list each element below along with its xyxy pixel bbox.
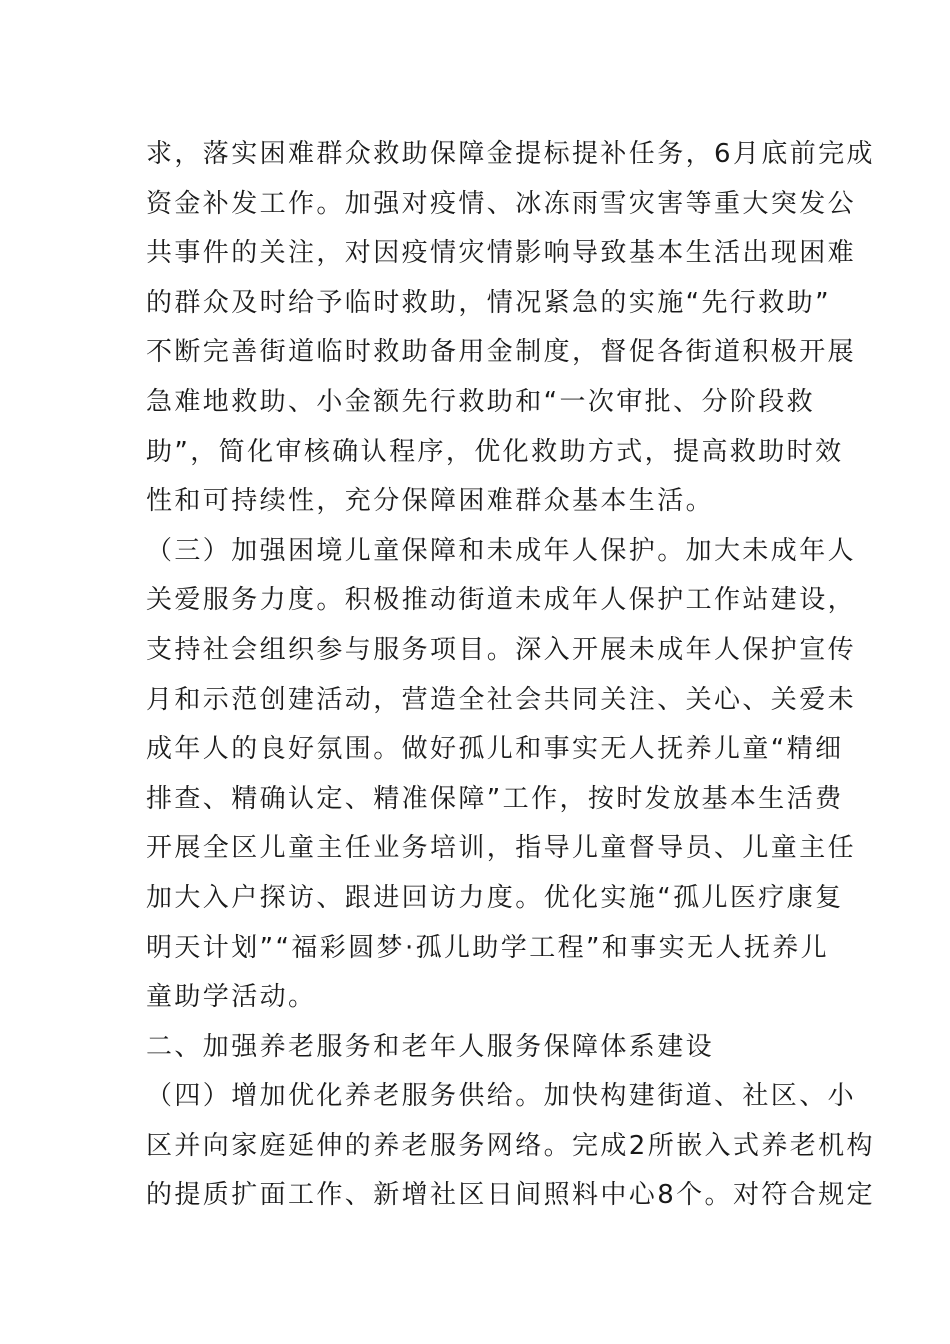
text-line: 的提质扩面工作、新增社区日间照料中心8个。对符合规定 [146, 1180, 875, 1211]
text-line: 性和可持续性，充分保障困难群众基本生活。 [146, 486, 715, 517]
text-line: 求，落实困难群众救助保障金提标提补任务，6月底前完成 [146, 139, 875, 169]
text-line: 加大入户探访、跟进回访力度。优化实施“孤儿医疗康复 [146, 882, 844, 913]
document-body [146, 130, 875, 1221]
text-line: 支持社会组织参与服务项目。深入开展未成年人保护宣传 [146, 634, 857, 665]
section-heading-line: （四）增加优化养老服务供给。加快构建街道、社区、小 [146, 1081, 857, 1112]
text-line: 明天计划”“福彩圆梦·孤儿助学工程”和事实无人抚养儿 [146, 932, 830, 963]
text-line: 不断完善街道临时救助备用金制度，督促各街道积极开展 [146, 337, 857, 368]
text-line: 区并向家庭延伸的养老服务网络。完成2所嵌入式养老机构 [146, 1130, 875, 1161]
text-line: 助”，简化审核确认程序，优化救助方式，提高救助时效 [146, 436, 844, 467]
text-line: 急难地救助、小金额先行救助和“一次审批、分阶段救 [146, 386, 816, 417]
text-line: 开展全区儿童主任业务培训，指导儿童督导员、儿童主任 [146, 833, 857, 864]
text-line: 童助学活动。 [146, 982, 317, 1013]
text-line: 关爱服务力度。积极推动街道未成年人保护工作站建设， [146, 585, 857, 616]
section-heading-line: （三）加强困境儿童保障和未成年人保护。加大未成年人 [146, 535, 857, 566]
text-line: 成年人的良好氛围。做好孤儿和事实无人抚养儿童“精细 [146, 734, 844, 765]
text-line: 月和示范创建活动，营造全社会共同关注、关心、关爱未 [146, 684, 857, 715]
text-line: 的群众及时给予临时救助，情况紧急的实施“先行救助” [146, 287, 831, 318]
text-line: 排查、精确认定、精准保障”工作，按时发放基本生活费 [146, 783, 844, 814]
text-line: 共事件的关注，对因疫情灾情影响导致基本生活出现困难 [146, 238, 857, 269]
text-line: 资金补发工作。加强对疫情、冰冻雨雪灾害等重大突发公 [146, 188, 857, 219]
chapter-heading-line: 二、加强养老服务和老年人服务保障体系建设 [146, 1031, 715, 1062]
